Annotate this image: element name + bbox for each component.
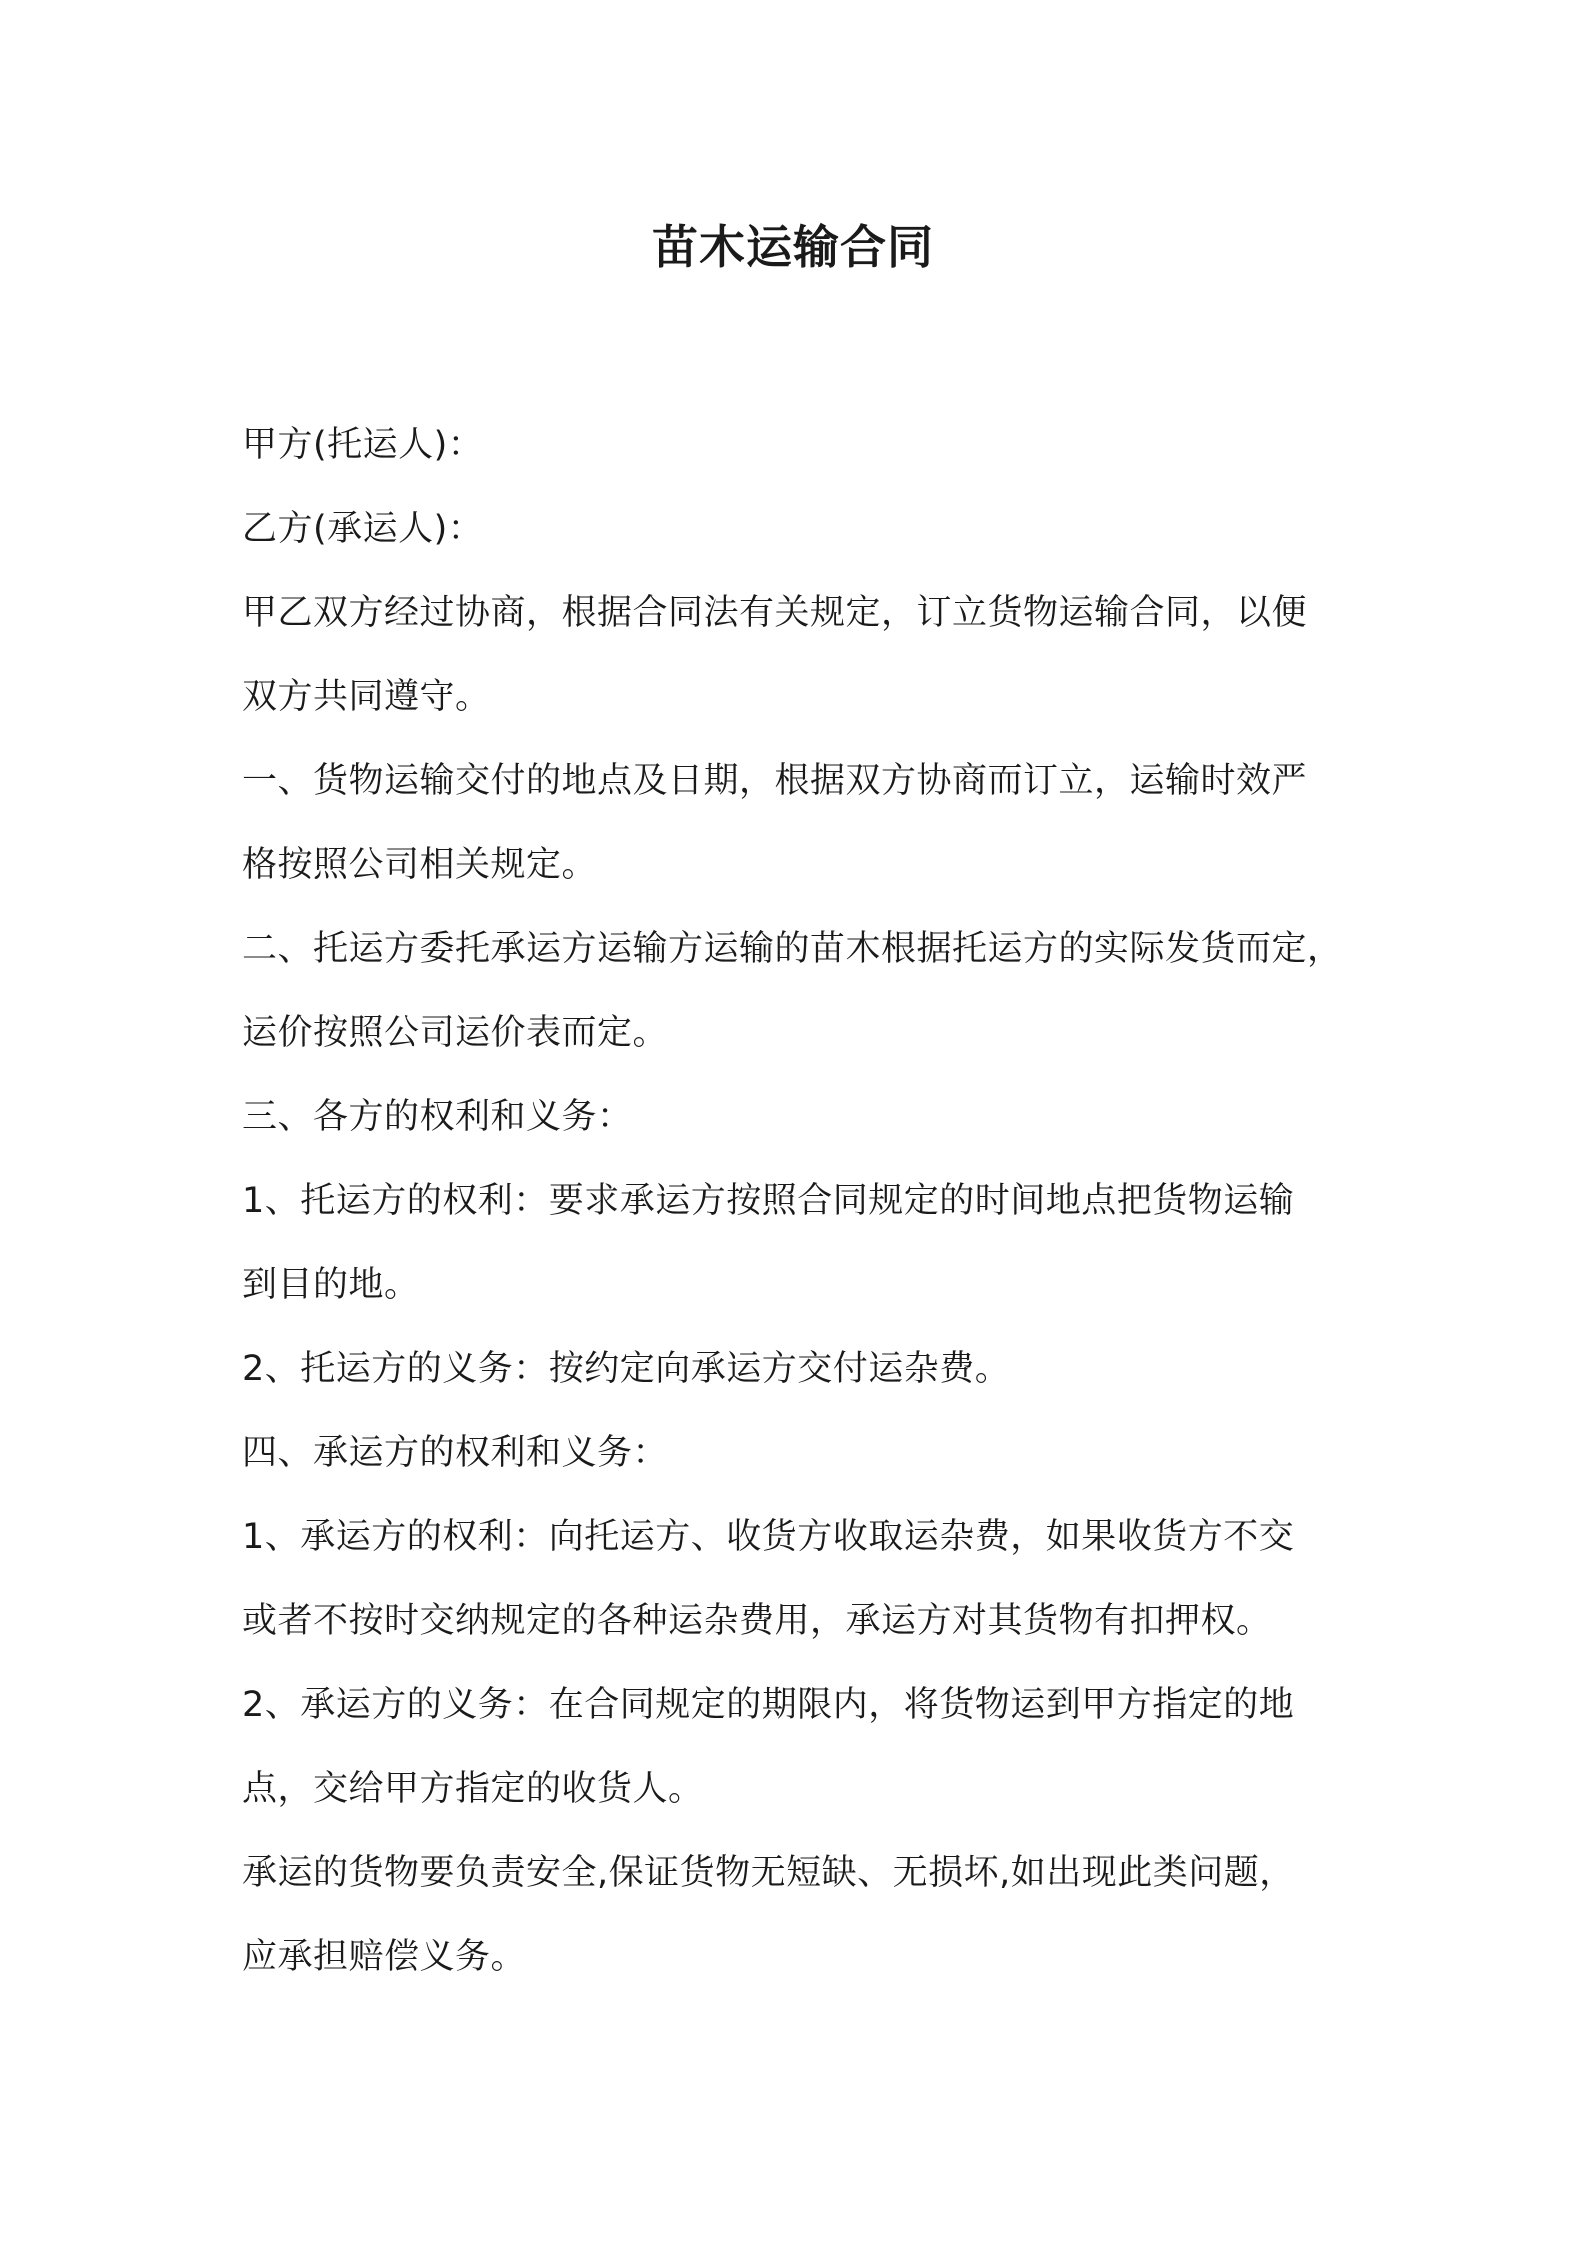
document-title: 苗木运输合同 [652, 220, 934, 274]
safety-line-2: 应承担赔偿义务。 [242, 1937, 527, 1977]
clause-3-item-2: 2、托运方的义务：按约定向承运方交付运杂费。 [242, 1349, 1011, 1389]
document-body [242, 403, 1362, 1999]
clause-3-item-1-line-2: 到目的地。 [242, 1265, 420, 1305]
preamble-line-1: 甲乙双方经过协商，根据合同法有关规定，订立货物运输合同，以便 [242, 593, 1308, 633]
clause-4-item-1-line-2: 或者不按时交纳规定的各种运杂费用，承运方对其货物有扣押权。 [242, 1601, 1272, 1641]
clause-4-heading: 四、承运方的权利和义务： [242, 1433, 669, 1473]
clause-4-item-1-line-1: 1、承运方的权利：向托运方、收货方收取运杂费，如果收货方不交 [242, 1517, 1295, 1557]
clause-1-line-1: 一、货物运输交付的地点及日期，根据双方协商而订立，运输时效严 [242, 761, 1308, 801]
clause-4-item-2-line-2: 点，交给甲方指定的收货人。 [242, 1769, 704, 1809]
preamble-line-2: 双方共同遵守。 [242, 677, 491, 717]
clause-3-heading: 三、各方的权利和义务： [242, 1097, 633, 1137]
clause-4-item-2-line-1: 2、承运方的义务：在合同规定的期限内，将货物运到甲方指定的地 [242, 1685, 1295, 1725]
clause-1-line-2: 格按照公司相关规定。 [242, 845, 598, 885]
party-a-line: 甲方(托运人)： [242, 425, 484, 465]
safety-line-1: 承运的货物要负责安全,保证货物无短缺、无损坏,如出现此类问题， [242, 1853, 1295, 1893]
clause-2-line-2: 运价按照公司运价表而定。 [242, 1013, 669, 1053]
party-b-line: 乙方(承运人)： [242, 509, 484, 549]
clause-3-item-1-line-1: 1、托运方的权利：要求承运方按照合同规定的时间地点把货物运输 [242, 1181, 1295, 1221]
clause-2-line-1: 二、托运方委托承运方运输方运输的苗木根据托运方的实际发货而定， [242, 929, 1343, 969]
